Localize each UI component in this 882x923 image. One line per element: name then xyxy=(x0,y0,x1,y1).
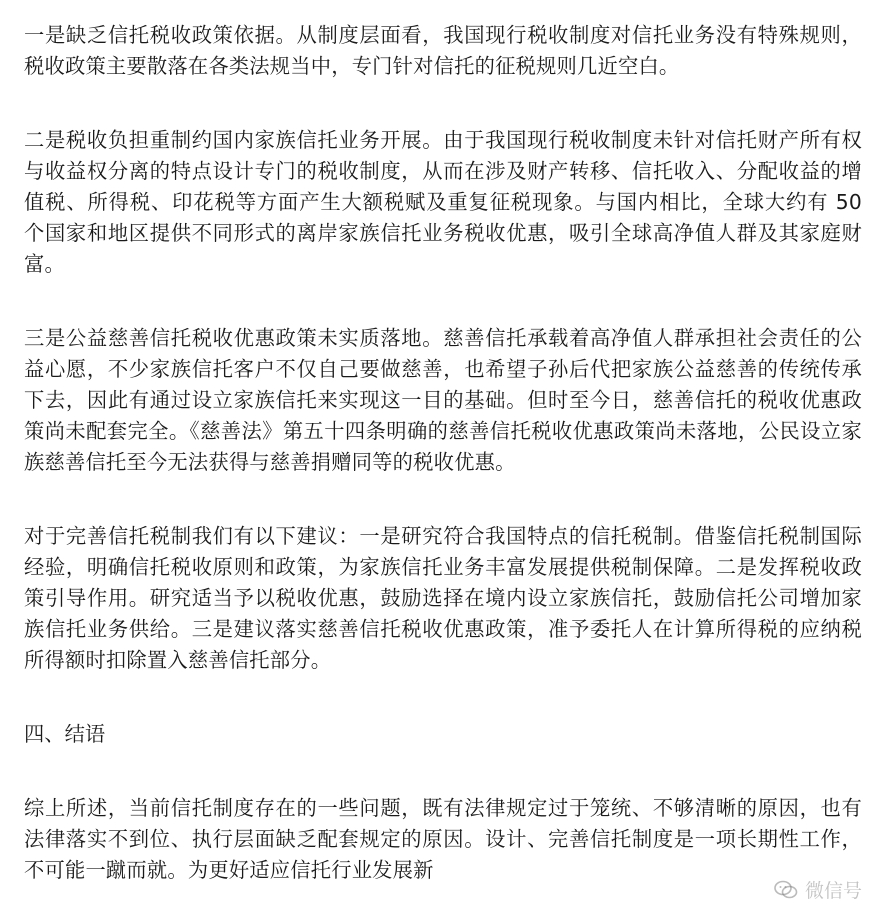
article-body xyxy=(24,20,862,886)
closing-paragraph: 综上所述，当前信托制度存在的一些问题，既有法律规定过于笼统、不够清晰的原因，也有法律落实不到位、执行层面缺乏配套规定的原因。设计、完善信托制度是一项长期性工作，不可能一蹴而就。为更好适应信托行业发展新 xyxy=(24,796,862,882)
section-heading: 四、结语 xyxy=(24,722,106,746)
paragraph-1: 一是缺乏信托税收政策依据。从制度层面看，我国现行税收制度对信托业务没有特殊规则，税收政策主要散落在各类法规当中，专门针对信托的征税规则几近空白。 xyxy=(24,23,862,78)
paragraph-2: 二是税收负担重制约国内家族信托业务开展。由于我国现行税收制度未针对信托财产所有权与收益权分离的特点设计专门的税收制度，从而在涉及财产转移、信托收入、分配收益的增值税、所得税、印花税等方面产生大额税赋及重复征税现象。与国内相比，全球大约有 50 个国家和地区提供不同形式的离岸家族信托业务税收优惠，吸引全球高净值人群及其家庭财富。 xyxy=(24,128,862,276)
paragraph-3: 三是公益慈善信托税收优惠政策未实质落地。慈善信托承载着高净值人群承担社会责任的公益心愿，不少家族信托客户不仅自己要做慈善，也希望子孙后代把家族公益慈善的传统传承下去，因此有通过设立家族信托来实现这一目的基础。但时至今日，慈善信托的税收优惠政策尚未配套完全。《慈善法》第五十四条明确的慈善信托税收优惠政策尚未落地，公民设立家族慈善信托至今无法获得与慈善捐赠同等的税收优惠。 xyxy=(24,326,862,474)
paragraph-4: 对于完善信托税制我们有以下建议：一是研究符合我国特点的信托税制。借鉴信托税制国际经验，明确信托税收原则和政策，为家族信托业务丰富发展提供税制保障。二是发挥税收政策引导作用。研究适当予以税收优惠，鼓励选择在境内设立家族信托，鼓励信托公司增加家族信托业务供给。三是建议落实慈善信托税收优惠政策，准予委托人在计算所得税的应纳税所得额时扣除置入慈善信托部分。 xyxy=(24,524,862,672)
watermark-text: 微信号 xyxy=(804,880,862,902)
